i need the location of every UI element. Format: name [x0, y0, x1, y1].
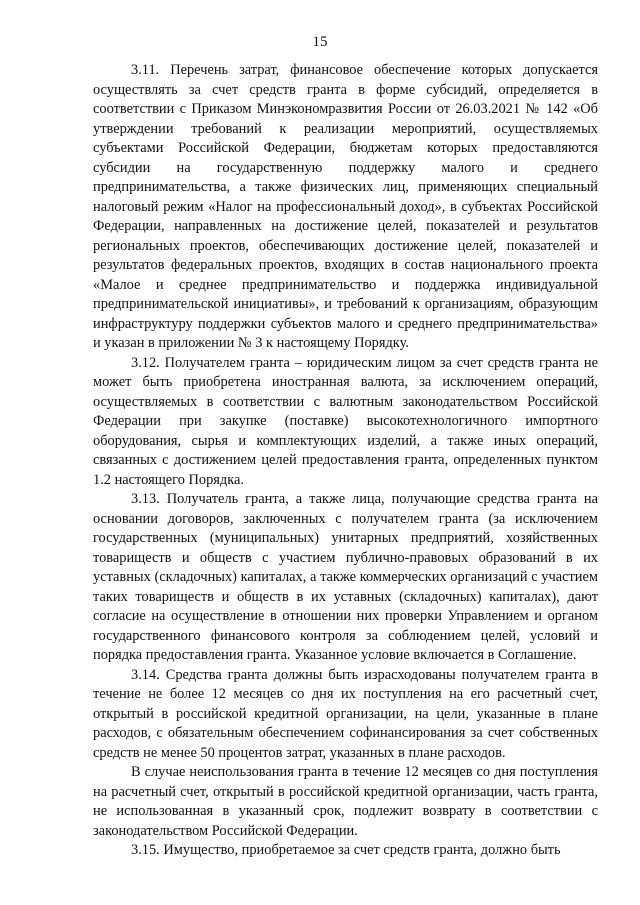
- paragraph-3-14-continued: В случае неиспользования гранта в течение 12 месяцев со дня поступления на расчетный счет, открытый в российской кредитной организации, часть гранта, не использованная в указанный срок, подлежит возврату в соответствии с законодательством Российской Федерации.: [93, 764, 598, 839]
- paragraph-3-13: 3.13. Получатель гранта, а также лица, получающие средства гранта на основании договоров, заключенных с получателем гранта (за исключением государственных (муниципальных) унитарных предприятий, хозяйственных товариществ и обществ с участием публично-правовых образований в их уставных (складочных) капиталах, а также коммерческих организаций с участием таких товариществ и обществ в их уставных (складочных) капиталах), дают согласие на осуществление в отношении них проверки Управлением и органом государственного финансового контроля за соблюдением целей, условий и порядка предоставления гранта. Указанное условие включается в Соглашение.: [93, 491, 598, 663]
- paragraph-3-14: 3.14. Средства гранта должны быть израсходованы получателем гранта в течение не более 12 месяцев со дня их поступления на его расчетный счет, открытый в российской кредитной организации, на цели, указанные в плане расходов, с обязательным обеспечением софинансирования за счет собственных средств не менее 50 процентов затрат, указанных в плане расходов.: [93, 666, 598, 761]
- paragraph-3-15: 3.15. Имущество, приобретаемое за счет средств гранта, должно быть: [131, 842, 561, 858]
- paragraph-3-12: 3.12. Получателем гранта – юридическим лицом за счет средств гранта не может быть приобретена иностранная валюта, за исключением операций, осуществляемых в соответствии с валютным законодательством Российской Федерации при закупке (поставке) высокотехнологичного импортного оборудования, сырья и комплектующих изделий, а также иных операций, связанных с достижением целей предоставления гранта, определенных пунктом 1.2 настоящего Порядка.: [93, 354, 598, 488]
- document-body: [93, 61, 598, 861]
- page-number: 15: [312, 34, 328, 50]
- paragraph-3-11: 3.11. Перечень затрат, финансовое обеспечение которых допускается осуществлять за счет средств гранта в форме субсидий, определяется в соответствии с Приказом Минэкономразвития России от 26.03.2021 № 142 «Об утверждении требований к реализации мероприятий, осуществляемых субъектами Российской Федерации, бюджетам которых предоставляются субсидии на государственную поддержку малого и среднего предпринимательства, а также физических лиц, применяющих специальный налоговый режим «Налог на профессиональный доход», в субъектах Российской Федерации, направленных на достижение целей, показателей и результатов региональных проектов, обеспечивающих достижение целей, показателей и результатов федеральных проектов, входящих в состав национального проекта «Малое и среднее предпринимательство и поддержка индивидуальной предпринимательской инициативы», и требований к организациям, образующим инфраструктуру поддержки субъектов малого и среднего предпринимательства» и указан в приложении № 3 к настоящему Порядку.: [93, 62, 598, 351]
